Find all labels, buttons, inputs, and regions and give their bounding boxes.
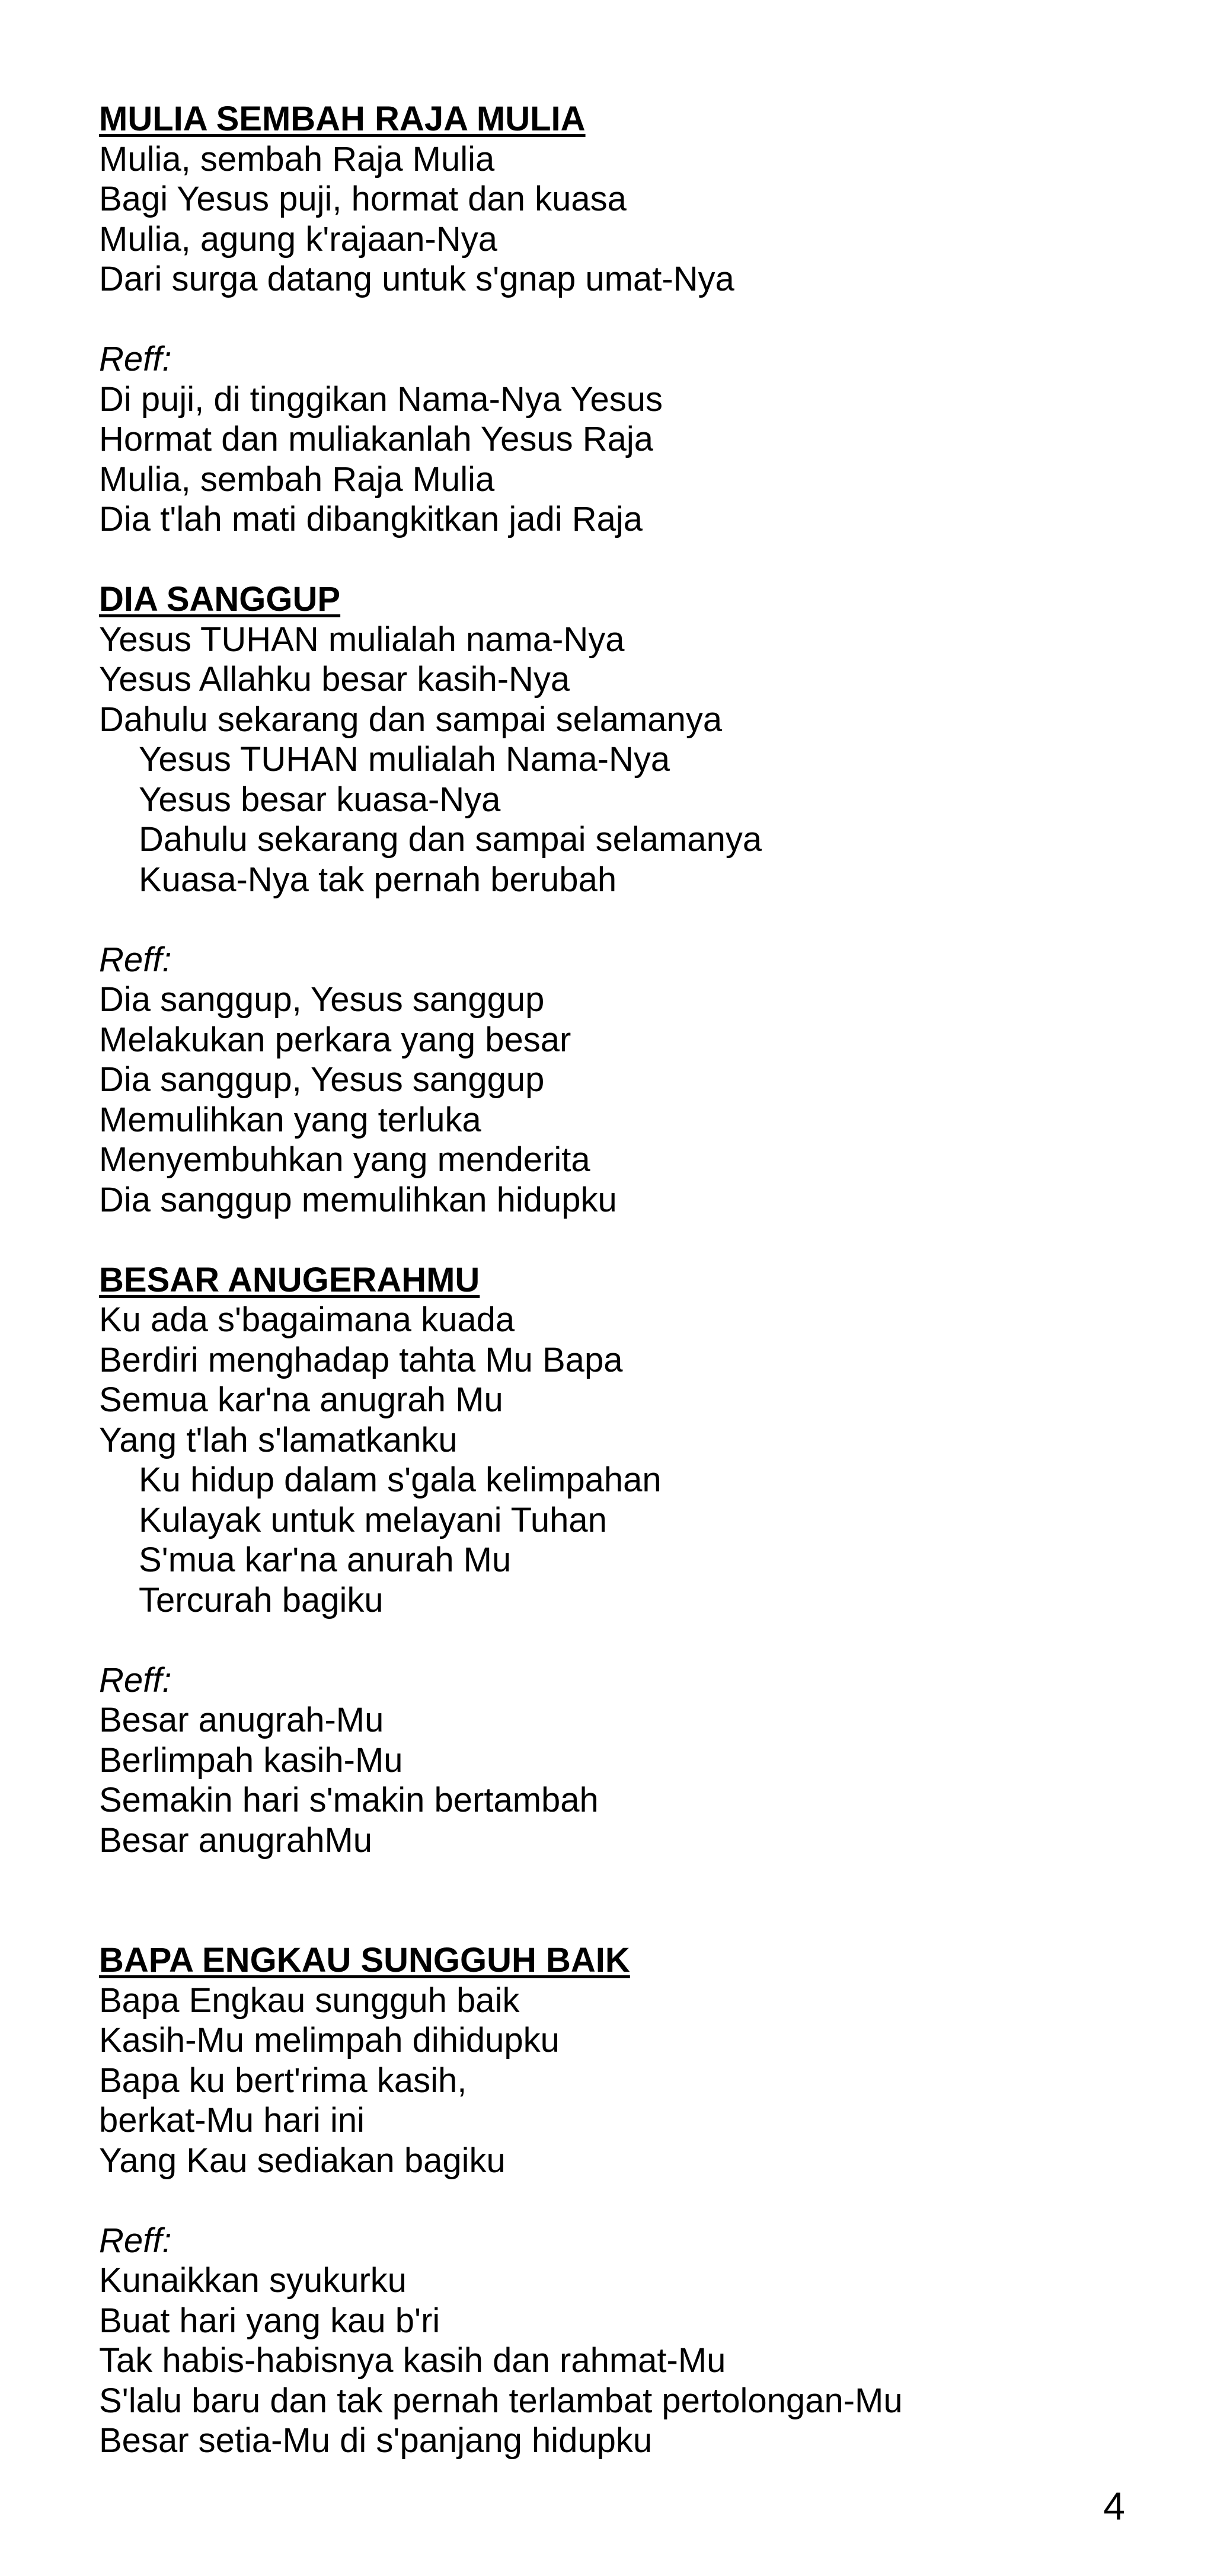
lyric-line: Yang Kau sediakan bagiku <box>99 2141 506 2180</box>
stanza-spacer <box>99 900 1166 940</box>
song-spacer <box>99 540 1166 580</box>
lyric-line: berkat-Mu hari ini <box>99 2101 365 2140</box>
reff-line: S'lalu baru dan tak pernah terlambat pertolongan-Mu <box>99 2381 903 2420</box>
lyric-line: Kasih-Mu melimpah dihidupku <box>99 2021 560 2059</box>
lyric-line-indented: S'mua kar'na anurah Mu <box>139 1541 512 1579</box>
reff-line: Dia sanggup memulihkan hidupku <box>99 1180 617 1219</box>
lyric-line: Yang t'lah s'lamatkanku <box>99 1420 458 1459</box>
lyric-line-indented: Ku hidup dalam s'gala kelimpahan <box>139 1461 662 1499</box>
lyric-line: Ku ada s'bagaimana kuada <box>99 1300 515 1339</box>
lyric-line: Bagi Yesus puji, hormat dan kuasa <box>99 180 627 218</box>
reff-line: Dia sanggup, Yesus sanggup <box>99 980 545 1019</box>
song-spacer <box>99 1220 1166 1260</box>
reff-line: Besar anugrah-Mu <box>99 1701 384 1739</box>
lyric-line: Mulia, agung k'rajaan-Nya <box>99 219 497 259</box>
lyric-line: Yesus TUHAN mulialah nama-Nya <box>99 620 625 659</box>
lyric-line-indented: Kuasa-Nya tak pernah berubah <box>139 860 617 899</box>
lyric-line: Semua kar'na anugrah Mu <box>99 1381 503 1419</box>
songbook-page <box>99 99 1166 2461</box>
lyric-line: Yesus Allahku besar kasih-Nya <box>99 660 570 699</box>
reff-line: Besar setia-Mu di s'panjang hidupku <box>99 2421 653 2460</box>
reff-line: Dia t'lah mati dibangkitkan jadi Raja <box>99 500 643 538</box>
reff-label: Reff: <box>99 940 172 979</box>
song-mulia-sembah <box>99 99 1166 540</box>
lyric-line-indented: Kulayak untuk melayani Tuhan <box>139 1500 607 1539</box>
lyric-line: Bapa Engkau sungguh baik <box>99 1981 520 2020</box>
reff-line: Kunaikkan syukurku <box>99 2261 407 2300</box>
lyric-line-indented: Yesus TUHAN mulialah Nama-Nya <box>139 740 670 779</box>
reff-line: Tak habis-habisnya kasih dan rahmat-Mu <box>99 2341 726 2380</box>
lyric-line: Bapa ku bert'rima kasih, <box>99 2061 467 2100</box>
page-number: 4 <box>1103 2484 1125 2528</box>
song-besar-anugerahmu <box>99 1260 1166 1861</box>
lyric-line: Dari surga datang untuk s'gnap umat-Nya <box>99 260 734 298</box>
reff-line: Mulia, sembah Raja Mulia <box>99 460 495 499</box>
lyric-line: Dahulu sekarang dan sampai selamanya <box>99 700 723 739</box>
song-title: DIA SANGGUP <box>99 580 341 619</box>
reff-label: Reff: <box>99 1660 172 1700</box>
stanza-spacer <box>99 2180 1166 2221</box>
reff-line: Memulihkan yang terluka <box>99 1100 481 1139</box>
reff-line: Semakin hari s'makin bertambah <box>99 1781 599 1819</box>
song-title: BESAR ANUGERAHMU <box>99 1260 480 1299</box>
stanza-spacer <box>99 1620 1166 1660</box>
reff-line: Hormat dan muliakanlah Yesus Raja <box>99 420 653 458</box>
stanza-spacer <box>99 299 1166 340</box>
song-title: MULIA SEMBAH RAJA MULIA <box>99 100 586 138</box>
lyric-line: Mulia, sembah Raja Mulia <box>99 139 495 178</box>
lyric-line-indented: Yesus besar kuasa-Nya <box>139 780 501 819</box>
reff-line: Di puji, di tinggikan Nama-Nya Yesus <box>99 380 663 419</box>
lyric-line: Berdiri menghadap tahta Mu Bapa <box>99 1340 623 1379</box>
lyric-line-indented: Dahulu sekarang dan sampai selamanya <box>139 820 762 859</box>
reff-line: Berlimpah kasih-Mu <box>99 1740 403 1780</box>
reff-line: Buat hari yang kau b'ri <box>99 2301 440 2340</box>
reff-line: Melakukan perkara yang besar <box>99 1020 571 1059</box>
song-bapa-engkau-sungguh-baik <box>99 1940 1166 2461</box>
reff-label: Reff: <box>99 340 172 378</box>
song-dia-sanggup <box>99 579 1166 1220</box>
reff-line: Besar anugrahMu <box>99 1821 373 1860</box>
song-spacer <box>99 1860 1166 1940</box>
lyric-line-indented: Tercurah bagiku <box>139 1580 384 1619</box>
song-title: BAPA ENGKAU SUNGGUH BAIK <box>99 1941 630 1979</box>
reff-label: Reff: <box>99 2221 172 2260</box>
reff-line: Menyembuhkan yang menderita <box>99 1140 590 1179</box>
reff-line: Dia sanggup, Yesus sanggup <box>99 1060 545 1099</box>
